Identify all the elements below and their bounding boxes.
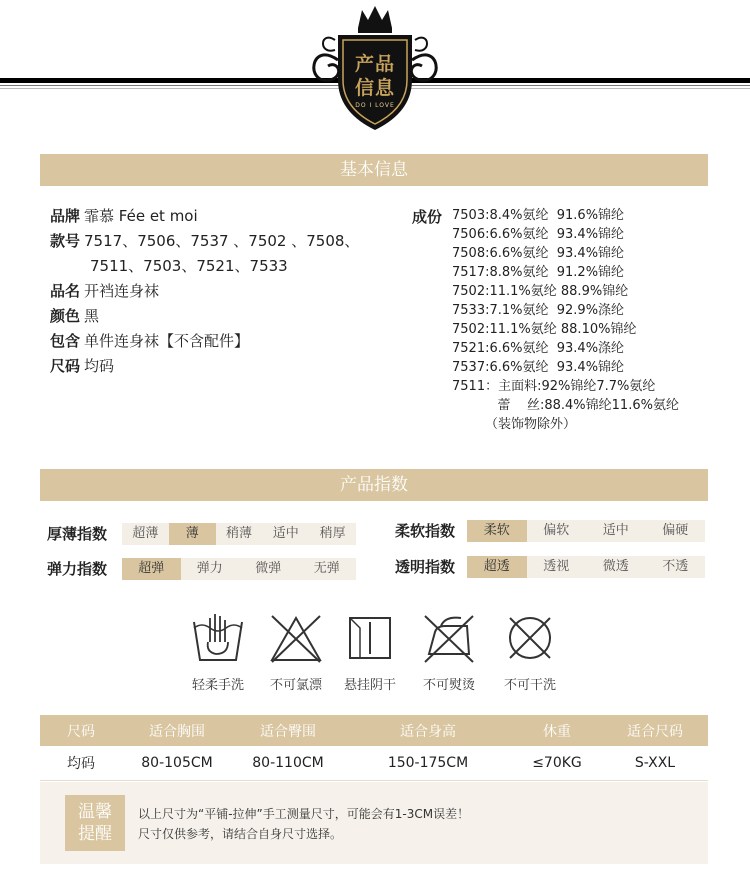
transparency-option: 不透: [662, 559, 689, 574]
fit-size-header: 适合尺码: [602, 715, 708, 746]
table-row: [40, 746, 708, 781]
composition-line: 7521:6.6%氨纶 93.4%涤纶: [452, 341, 625, 356]
size-header: 尺码: [40, 715, 122, 746]
package-row: [50, 329, 249, 354]
care-caption: 悬挂阴干: [343, 678, 396, 693]
chest-header: 适合胸围: [122, 715, 232, 746]
thickness-option: 稍薄: [225, 526, 252, 541]
fit-size-cell: S-XXL: [602, 746, 708, 781]
section-basic-info: 基本信息: [40, 154, 708, 186]
elasticity-option-selected: 超弹: [122, 558, 181, 580]
composition-line: 7537:6.6%氨纶 93.4%锦纶: [452, 360, 625, 375]
header-title: [345, 52, 405, 100]
tip-badge-line2: 提醒: [78, 824, 112, 844]
no-dry-clean-icon: [502, 612, 558, 664]
composition-label: 成份: [412, 208, 443, 226]
transparency-scale: [467, 556, 705, 578]
composition-line: 7506:6.6%氨纶 93.4%锦纶: [452, 227, 625, 242]
brand-row: [50, 204, 198, 229]
package-label: 包含: [50, 332, 81, 350]
tip-badge: [65, 795, 125, 851]
color-row: [50, 304, 99, 329]
elasticity-scale: [122, 558, 356, 580]
composition-line: 7502:11.1%氨纶 88.9%锦纶: [452, 284, 629, 299]
hand-wash-icon: [190, 612, 246, 664]
style-no-value-line1: 7517、7506、7537 、7502 、7508、: [84, 232, 360, 250]
header-title-line2: 信息: [354, 77, 395, 99]
care-no-dry-clean: [491, 612, 569, 693]
softness-scale: [467, 520, 705, 542]
elasticity-label: 弹力指数: [47, 560, 108, 578]
thickness-label: 厚薄指数: [47, 525, 108, 543]
softness-option: 适中: [602, 523, 629, 538]
hip-header: 适合臀围: [232, 715, 344, 746]
composition-list: [452, 206, 679, 434]
softness-option: 偏软: [543, 523, 570, 538]
no-iron-icon: [421, 612, 477, 664]
weight-header: 休重: [512, 715, 602, 746]
height-cell: 150-175CM: [344, 746, 512, 781]
hang-dry-shade-icon: [342, 612, 398, 664]
style-no-label: 款号: [50, 232, 81, 250]
color-value: 黑: [84, 307, 100, 325]
style-no-row: [50, 229, 359, 254]
care-caption: 不可干洗: [503, 678, 556, 693]
name-label: 品名: [50, 282, 81, 300]
thickness-scale: [122, 523, 356, 545]
header-title-line1: 产品: [354, 53, 395, 75]
composition-line: 7508:6.6%氨纶 93.4%锦纶: [452, 246, 625, 261]
care-hang-dry: [331, 612, 409, 693]
elasticity-option: 弹力: [196, 561, 223, 576]
size-value: 均码: [84, 357, 115, 375]
composition-line: 7502:11.1%氨纶 88.10%锦纶: [452, 322, 637, 337]
care-caption: 不可熨烫: [422, 678, 475, 693]
transparency-option: 微透: [602, 559, 629, 574]
tip-text: [138, 804, 469, 844]
thickness-option-selected: 薄: [169, 523, 216, 545]
thickness-option: 适中: [272, 526, 299, 541]
style-no-value-line2: 7511、7503、7521、7533: [90, 257, 288, 275]
header-subtitle: DO I LOVE: [355, 102, 395, 109]
weight-cell: ≤70KG: [512, 746, 602, 781]
hip-cell: 80-110CM: [232, 746, 344, 781]
composition-line: 7533:7.1%氨纶 92.9%涤纶: [452, 303, 625, 318]
tip-badge-line1: 温馨: [78, 802, 112, 822]
size-table-header: [40, 715, 708, 746]
care-caption: 轻柔手洗: [191, 678, 244, 693]
composition-line: （装饰物除外）: [452, 417, 577, 432]
size-row: [50, 354, 114, 379]
softness-option-selected: 柔软: [467, 520, 527, 542]
transparency-option-selected: 超透: [467, 556, 527, 578]
care-hand-wash: [179, 612, 257, 693]
size-table: [40, 715, 708, 781]
section-product-index: 产品指数: [40, 469, 708, 501]
thickness-option: 稍厚: [319, 526, 346, 541]
care-caption: 不可氯漂: [269, 678, 322, 693]
package-value: 单件连身袜【不含配件】: [84, 332, 250, 350]
care-no-bleach: [257, 612, 335, 693]
tip-line1: 以上尺寸为“平铺-拉伸”手工测量尺寸，可能会有1-3CM误差！: [138, 807, 470, 821]
composition-line: 蕾 丝:88.4%锦纶11.6%氨纶: [452, 398, 679, 413]
composition-line: 7517:8.8%氨纶 91.2%锦纶: [452, 265, 625, 280]
size-cell: 均码: [40, 746, 122, 781]
name-row: [50, 279, 159, 304]
thickness-option: 超薄: [132, 526, 159, 541]
brand-label: 品牌: [50, 207, 81, 225]
name-value: 开裆连身袜: [84, 282, 160, 300]
softness-label: 柔软指数: [395, 522, 456, 540]
color-label: 颜色: [50, 307, 81, 325]
transparency-option: 透视: [543, 559, 570, 574]
chest-cell: 80-105CM: [122, 746, 232, 781]
brand-value: 霏慕 Fée et moi: [84, 207, 198, 225]
care-no-iron: [410, 612, 488, 693]
elasticity-option: 微弹: [255, 561, 282, 576]
composition-line: 7503:8.4%氨纶 91.6%锦纶: [452, 208, 625, 223]
style-no-row-2: [90, 254, 288, 279]
height-header: 适合身高: [344, 715, 512, 746]
no-bleach-icon: [268, 612, 324, 664]
softness-option: 偏硬: [662, 523, 689, 538]
tip-line2: 尺寸仅供参考，请结合自身尺寸选择。: [138, 827, 343, 841]
size-label: 尺码: [50, 357, 81, 375]
composition-line: 7511：主面料:92%锦纶7.7%氨纶: [452, 379, 656, 394]
transparency-label: 透明指数: [395, 558, 456, 576]
elasticity-option: 无弹: [313, 561, 340, 576]
